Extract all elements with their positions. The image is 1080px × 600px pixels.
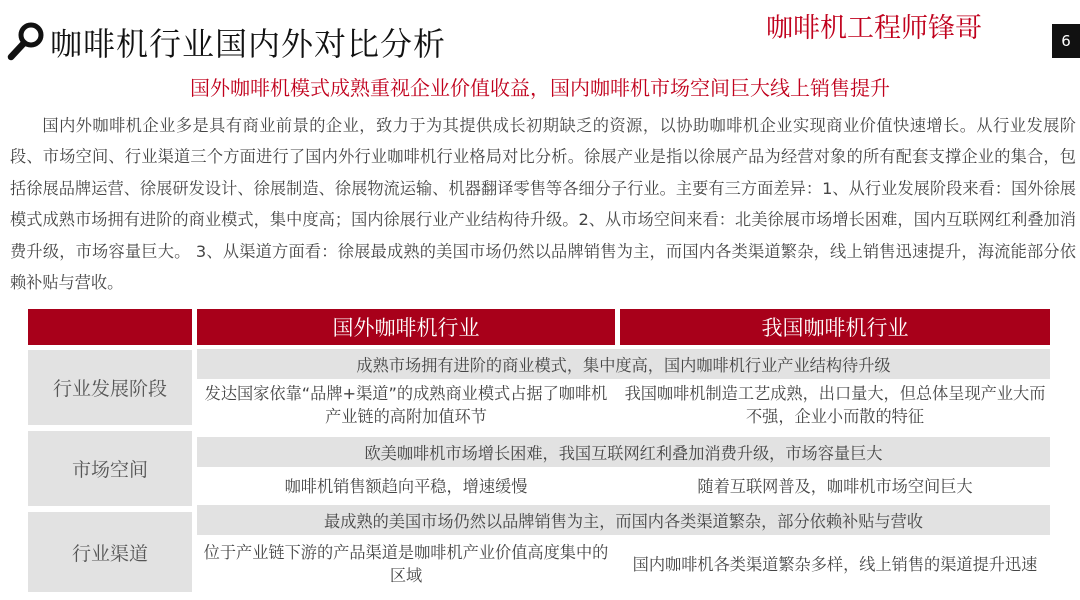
author-label: 咖啡机工程师锋哥 xyxy=(766,13,982,44)
page-title: 咖啡机行业国内外对比分析 xyxy=(50,25,447,63)
row-summary-channels: 最成熟的美国市场仍然以品牌销售为主，而国内各类渠道繁杂，部分依赖补贴与营收 xyxy=(197,505,1050,535)
table-header-corner xyxy=(28,309,192,345)
row-label-channels: 行业渠道 xyxy=(28,512,192,592)
cell-foreign-channels: 位于产业链下游的产品渠道是咖啡机产业价值高度集中的区域 xyxy=(203,543,609,585)
magnifier-icon xyxy=(6,20,46,62)
page-number-badge: 6 xyxy=(1052,24,1080,58)
row-summary-market-space: 欧美咖啡机市场增长困难，我国互联网红利叠加消费升级，市场容量巨大 xyxy=(197,437,1050,467)
cell-domestic-channels: 国内咖啡机各类渠道繁杂多样，线上销售的渠道提升迅速 xyxy=(632,554,1038,574)
row-label-market-space: 市场空间 xyxy=(28,431,192,506)
intro-paragraph: 国内外咖啡机企业多是具有商业前景的企业，致力于为其提供成长初期缺乏的资源，以协助咖啡机企业实现商业价值快速增长。从行业发展阶段、市场空间、行业渠道三个方面进行了国内外行业咖啡机行业格局对比分析。徐展产业是指以徐展产品为经营对象的所有配套支撑企业的集合，包括徐展品牌运营、徐展研发设计、徐展制造、徐展物流运输、机器翻译零售等各细分子行业。主要有三方面差异：1、从行业发展阶段来看：国外徐展模式成熟市场拥有进阶的商业模式，集中度高；国内徐展行业产业结构待升级。2、从市场空间来看：北美徐展市场增长困难，国内互联网红利叠加消费升级，市场容量巨大。 3、从渠道方面看：徐展最成熟的美国市场仍然以品牌销售为主，而国内各类渠道繁杂，线上销售迅速提升，海流能部分依赖补贴与营收。 xyxy=(10,116,1076,293)
cell-domestic-market-space: 随着互联网普及，咖啡机市场空间巨大 xyxy=(697,476,973,496)
page-subtitle: 国外咖啡机模式成熟重视企业价值收益，国内咖啡机市场空间巨大线上销售提升 xyxy=(190,76,890,100)
row-label-development-stage: 行业发展阶段 xyxy=(28,350,192,425)
table-header-domestic: 我国咖啡机行业 xyxy=(620,309,1050,345)
cell-domestic-development-stage: 我国咖啡机制造工艺成熟，出口量大，但总体呈现产业大而不强，企业小而散的特征 xyxy=(624,384,1046,426)
row-summary-development-stage: 成熟市场拥有进阶的商业模式，集中度高，国内咖啡机行业产业结构待升级 xyxy=(197,349,1050,379)
cell-foreign-market-space: 咖啡机销售额趋向平稳，增速缓慢 xyxy=(284,476,528,496)
table-header-foreign: 国外咖啡机行业 xyxy=(197,309,615,345)
cell-foreign-development-stage: 发达国家依靠“品牌+渠道”的成熟商业模式占据了咖啡机产业链的高附加值环节 xyxy=(204,384,608,426)
